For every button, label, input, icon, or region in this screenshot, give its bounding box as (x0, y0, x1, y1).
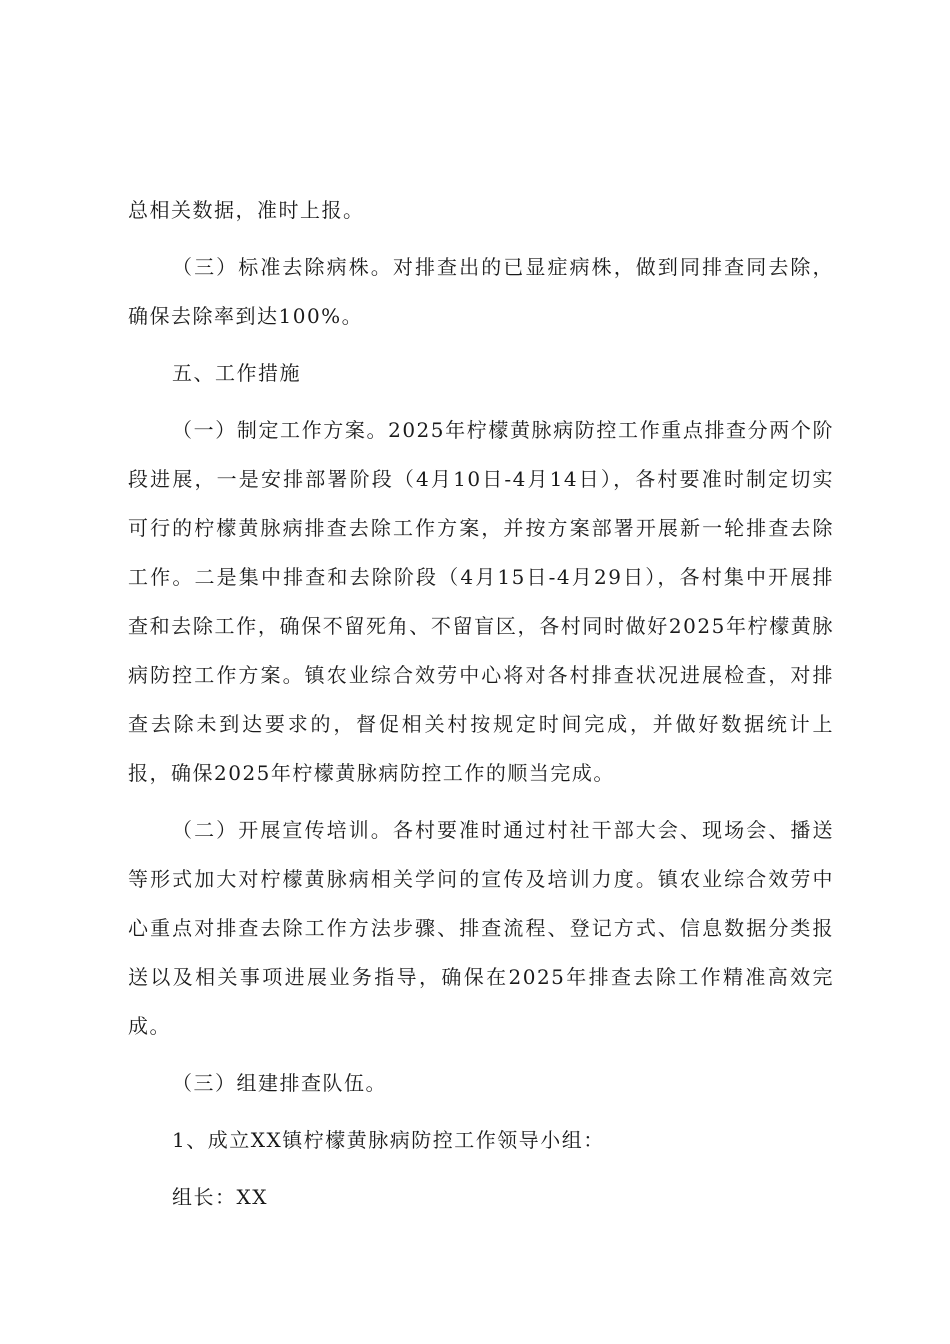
paragraph-training: （二）开展宣传培训。各村要准时通过村社干部大会、现场会、播送等形式加大对柠檬黄脉病相关学问的宣传及培训力度。镇农业综合效劳中心重点对排查去除工作方法步骤、排查流程、登记方式、信息数据分类报送以及相关事项进展业务指导，确保在2025年排查去除工作精准高效完成。 (128, 818, 834, 1038)
document-body (128, 186, 834, 1230)
paragraph-continuation: 总相关数据，准时上报。 (128, 198, 365, 222)
paragraph-group-leader: 组长：XX (172, 1185, 268, 1209)
paragraph-team: （三）组建排查队伍。 (172, 1071, 387, 1095)
paragraph-remove-infected-plants: （三）标准去除病株。对排查出的已显症病株，做到同排查同去除，确保去除率到达100%。 (128, 255, 834, 328)
paragraph-leading-group: 1、成立XX镇柠檬黄脉病防控工作领导小组： (172, 1128, 605, 1152)
paragraph-work-plan: （一）制定工作方案。2025年柠檬黄脉病防控工作重点排查分两个阶段进展，一是安排部署阶段（4月10日-4月14日），各村要准时制定切实可行的柠檬黄脉病排查去除工作方案，并按方案部署开展新一轮排查去除工作。二是集中排查和去除阶段（4月15日-4月29日），各村集中开展排查和去除工作，确保不留死角、不留盲区，各村同时做好2025年柠檬黄脉病防控工作方案。镇农业综合效劳中心将对各村排查状况进展检查，对排查去除未到达要求的，督促相关村按规定时间完成，并做好数据统计上报，确保2025年柠檬黄脉病防控工作的顺当完成。 (128, 418, 834, 785)
section-heading-work-measures: 五、工作措施 (172, 361, 301, 385)
